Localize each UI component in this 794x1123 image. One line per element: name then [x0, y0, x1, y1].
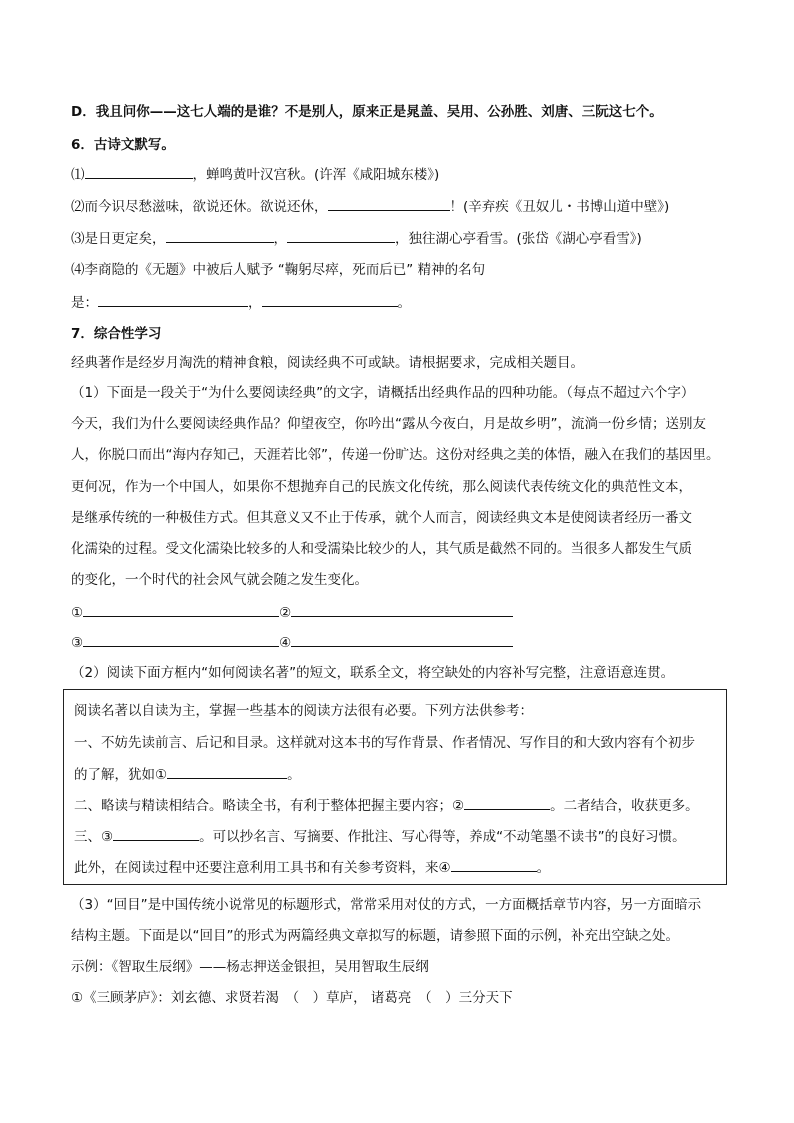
- option-d: D．我且问你——这七人端的是谁？不是别人，原来正是晁盖、吴用、公孙胜、刘唐、三阮这七个。: [71, 104, 663, 120]
- sub-question-3: （3）“回目”是中国传统小说常见的标题形式，常常采用对仗的方式，一方面概括章节内容，另一方面暗示: [71, 897, 702, 913]
- question-7-intro: 经典著作是经岁月淘洗的精神食粮，阅读经典不可或缺。请根据要求，完成相关题目。: [71, 355, 584, 371]
- sub-question-2: （2）阅读下面方框内“如何阅读名著”的短文，联系全文，将空缺处的内容补写完整，注意语意连贯。: [71, 665, 675, 681]
- poem-line-3: ⑶是日更定矣， ， ，独往湖心亭看雪。(张岱《湖心亭看雪》): [71, 228, 642, 249]
- box-line: 此外，在阅读过程中还要注意利用工具书和有关参考资料，来④ 。: [74, 857, 550, 878]
- poem-line-2: ⑵而今识尽愁滋味，欲说还休。欲说还休， ！(辛弃疾《丑奴儿・书博山道中壁》): [71, 196, 669, 217]
- answer-blank[interactable]: [291, 602, 513, 617]
- answer-blank[interactable]: [262, 292, 398, 307]
- passage-line: 的变化，一个时代的社会风气就会随之发生变化。: [71, 572, 368, 588]
- example-line: 示例：《智取生辰纲》——杨志押送金银担，吴用智取生辰纲: [71, 959, 429, 975]
- answer-blank[interactable]: [113, 826, 199, 841]
- question-6-title: 6．古诗文默写。: [71, 137, 175, 153]
- answer-row-2: ③ ④: [71, 632, 513, 653]
- box-line: 一、不妨先读前言、后记和目录。这样就对这本书的写作背景、作者情况、写作目的和大致内容有个初步: [74, 735, 695, 751]
- answer-row-1: ① ②: [71, 602, 513, 623]
- passage-line: 是继承传统的一种极佳方式。但其意义又不止于传承，就个人而言，阅读经典文本是使阅读者经历一番文: [71, 510, 692, 526]
- answer-blank[interactable]: [328, 196, 450, 211]
- passage-line: 化濡染的过程。受文化濡染比较多的人和受濡染比较少的人，其气质是截然不同的。当很多人都发生气质: [71, 541, 692, 557]
- answer-blank[interactable]: [464, 795, 550, 810]
- passage-line: 更何况，作为一个中国人，如果你不想抛弃自己的民族文化传统，那么阅读代表传统文化的典范性文本，: [71, 479, 692, 495]
- passage-line: 今天，我们为什么要阅读经典作品？仰望夜空，你吟出“露从今夜白，月是故乡明”，流淌一份乡情；送别友: [71, 416, 706, 432]
- box-line: 的了解，犹如① 。: [74, 764, 301, 785]
- answer-blank[interactable]: [98, 292, 248, 307]
- answer-blank[interactable]: [85, 164, 193, 179]
- poem-line-4: ⑷李商隐的《无题》中被后人赋予 “鞠躬尽瘁，死而后已” 精神的名句: [71, 262, 486, 278]
- answer-blank[interactable]: [83, 632, 279, 647]
- fill-in-title-line: ①《三顾茅庐》：刘玄德、求贤若渴 （ ）草庐， 诸葛亮 （ ）三分天下: [71, 990, 513, 1006]
- answer-blank[interactable]: [451, 857, 537, 872]
- sub-question-3-cont: 结构主题。下面是以“回目”的形式为两篇经典文章拟写的标题，请参照下面的示例，补充出空缺之处。: [71, 928, 679, 944]
- passage-line: 人，你脱口而出“海内存知己，天涯若比邻”，传递一份旷达。这份对经典之美的体悟，融入在我们的基因里。: [71, 447, 720, 463]
- answer-blank[interactable]: [167, 764, 287, 779]
- box-line: 阅读名著以自读为主，掌握一些基本的阅读方法很有必要。下列方法供参考：: [74, 703, 533, 719]
- sub-question-1: （1）下面是一段关于“为什么要阅读经典”的文字，请概括出经典作品的四种功能。（每点不超过六个字）: [71, 385, 695, 401]
- box-line: 三、③ 。可以抄名言、写摘要、作批注、写心得等，养成“不动笔墨不读书”的良好习惯。: [74, 826, 686, 847]
- reading-method-box: [63, 689, 727, 885]
- poem-line-4-answer: 是： ， 。: [71, 292, 411, 313]
- answer-blank[interactable]: [83, 602, 279, 617]
- answer-blank[interactable]: [287, 228, 395, 243]
- question-7-title: 7．综合性学习: [71, 326, 162, 342]
- answer-blank[interactable]: [166, 228, 274, 243]
- answer-blank[interactable]: [291, 632, 513, 647]
- poem-line-1: ⑴ ，蝉鸣黄叶汉宫秋。(许浑《咸阳城东楼》): [71, 164, 439, 185]
- box-line: 二、略读与精读相结合。略读全书，有利于整体把握主要内容；② 。二者结合，收获更多。: [74, 795, 699, 816]
